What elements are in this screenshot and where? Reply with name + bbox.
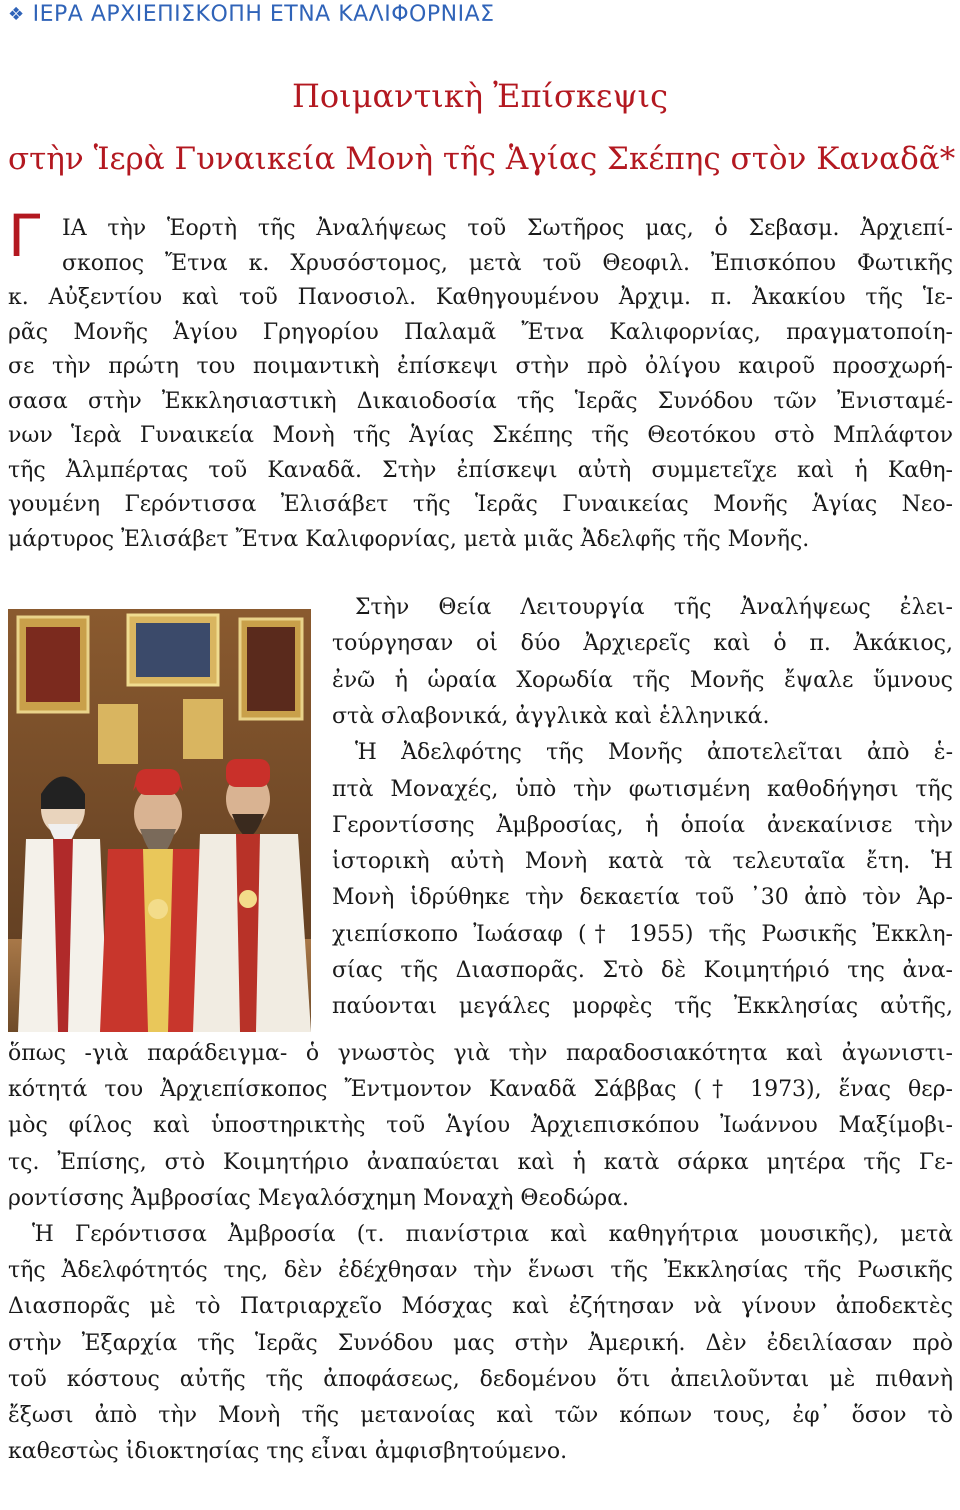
text-line: ἱστορικὴ αὐτὴ Μονὴ κατὰ τὰ τελευταῖα ἔτη. Ἡ — [332, 849, 953, 875]
section-header-label: ΙΕΡΑ ΑΡΧΙΕΠΙΣΚΟΠΗ ΕΤΝΑ ΚΑΛΙΦΟΡΝΙΑΣ — [32, 1, 495, 27]
text-line: κ. Αὐξεντίου καὶ τοῦ Πανοσιολ. Καθηγουμένου Ἀρχιμ. π. Ἀκακίου τῆς Ἱε- — [8, 285, 953, 310]
clergy-photo — [8, 609, 311, 1032]
text-line: νων Ἱερὰ Γυναικεία Μονὴ τῆς Ἁγίας Σκέπης τῆς Θεοτόκου στὸ Μπλάφτον — [8, 423, 953, 448]
text-line: ΙΑ τὴν Ἑορτὴ τῆς Ἀναλήψεως τοῦ Σωτῆρος μας, ὁ Σεβασμ. Ἀρχιεπί- — [62, 216, 953, 241]
text-line: γουμένη Γερόντισσα Ἐλισάβετ τῆς Ἱερᾶς Γυναικείας Μονῆς Ἁγίας Νεο- — [8, 492, 953, 517]
text-line: στὴν Ἐξαρχία τῆς Ἱερᾶς Συνόδου μας στὴν Ἀμερική. Δὲν ἐδειλίασαν πρὸ — [8, 1330, 953, 1356]
text-line: Ἡ Γερόντισσα Ἀμβροσία (τ. πιανίστρια καὶ καθηγήτρια μουσικῆς), μετὰ — [32, 1222, 953, 1247]
text-line: ὅπως -γιὰ παράδειγμα- ὁ γνωστὸς γιὰ τὴν παραδοσιακότητα καὶ ἀγωνιστι- — [8, 1041, 953, 1066]
text-line: σασα στὴν Ἐκκλησιαστικὴ Δικαιοδοσία τῆς Ἱερᾶς Συνόδου τῶν Ἐνισταμέ- — [8, 388, 953, 414]
text-line: κότητά του Ἀρχιεπίσκοπος Ἔντμοντον Καναδᾶ Σάββας († 1973), ἕνας θερ- — [8, 1077, 953, 1103]
text-line: παύονται μεγάλες μορφὲς τῆς Ἐκκλησίας αὐτῆς, — [332, 994, 953, 1020]
text-line: πτὰ Μοναχές, ὑπὸ τὴν φωτισμένη καθοδήγησι τῆς — [332, 776, 953, 802]
text-line: μὸς φίλος καὶ ὑποστηρικτὴς τοῦ Ἁγίου Ἀρχιεπισκόπου Ἰωάννου Μαξίμοβι- — [8, 1113, 953, 1139]
section-header — [8, 0, 495, 28]
text-line: Γεροντίσσης Ἀμβροσίας, ἡ ὁποία ἀνεκαίνισε τὴν — [332, 812, 953, 838]
text-line: σίας τῆς Διασπορᾶς. Στὸ δὲ Κοιμητήριό της ἀνα- — [332, 958, 953, 983]
text-line: μάρτυρος Ἐλισάβετ Ἔτνα Καλιφορνίας, μετὰ μιᾶς Ἀδελφῆς τῆς Μονῆς. — [8, 526, 810, 552]
diamond-bullet-icon: ❖ — [8, 3, 25, 25]
text-line: τς. Ἐπίσης, στὸ Κοιμητήριο ἀναπαύεται καὶ ἡ κατὰ σάρκα μητέρα τῆς Γε- — [8, 1149, 953, 1175]
text-line: σκοπος Ἔτνα κ. Χρυσόστομος, μετὰ τοῦ Θεοφιλ. Ἐπισκόπου Φωτικῆς — [62, 250, 953, 276]
text-line: Μονὴ ἱδρύθηκε τὴν δεκαετία τοῦ ᾽30 ἀπὸ τὸν Ἀρ- — [332, 885, 953, 911]
text-line: τῆς Ἀδελφότητός της, δὲν ἐδέχθησαν τὴν ἕνωσι τῆς Ἐκκλησίας τῆς Ρωσικῆς — [8, 1258, 953, 1284]
text-line: στὰ σλαβονικά, ἀγγλικὰ καὶ ἑλληνικά. — [332, 703, 770, 729]
text-line: Διασπορᾶς μὲ τὸ Πατριαρχεῖο Μόσχας καὶ ἐζήτησαν νὰ γίνουν ἀποδεκτὲς — [8, 1294, 953, 1320]
text-line: ἔξωσι ἀπὸ τὴν Μονὴ τῆς μετανοίας καὶ τῶν κόπων τους, ἐφ᾽ ὅσον τὸ — [8, 1403, 953, 1428]
text-line: τούργησαν οἱ δύο Ἀρχιερεῖς καὶ ὁ π. Ἀκάκιος, — [332, 631, 953, 657]
text-line: σε τὴν πρώτη του ποιμαντικὴ ἐπίσκεψι στὴν πρὸ ὀλίγου καιροῦ προσχωρή- — [8, 354, 953, 379]
text-line: Στὴν Θεία Λειτουργία τῆς Ἀναλήψεως ἐλει- — [355, 595, 953, 620]
text-line: ἐνῶ ἡ ὡραία Χορωδία τῆς Μονῆς ἔψαλε ὕμνους — [332, 667, 953, 693]
text-line: ροντίσσης Ἀμβροσίας Μεγαλόσχημη Μοναχὴ Θεοδώρα. — [8, 1185, 630, 1211]
article-subtitle: στὴν Ἱερὰ Γυναικεία Μονὴ τῆς Ἁγίας Σκέπης στὸν Καναδᾶ* — [8, 141, 956, 177]
drop-cap: Γ — [8, 202, 41, 270]
text-line: χιεπίσκοπο Ἰωάσαφ († 1955) τῆς Ρωσικῆς Ἐκκλη- — [332, 921, 953, 947]
text-line: τῆς Ἀλμπέρτας τοῦ Καναδᾶ. Στὴν ἐπίσκεψι αὐτὴ συμμετεῖχε καὶ ἡ Καθη- — [8, 457, 953, 483]
text-line: καθεστὼς ἰδιοκτησίας της εἶναι ἀμφισβητούμενο. — [8, 1439, 568, 1465]
article-title: Ποιμαντικὴ Ἐπίσκεψις — [291, 77, 669, 115]
text-line: Ἡ Ἀδελφότης τῆς Μονῆς ἀποτελεῖται ἀπὸ ἑ- — [355, 740, 953, 766]
text-line: ρᾶς Μονῆς Ἁγίου Γρηγορίου Παλαμᾶ Ἔτνα Καλιφορνίας, πραγματοποίη- — [8, 319, 953, 345]
text-line: τοῦ κόστους αὐτῆς τῆς ἀποφάσεως, δεδομένου ὅτι ἀπειλοῦνται μὲ πιθανὴ — [8, 1366, 953, 1392]
